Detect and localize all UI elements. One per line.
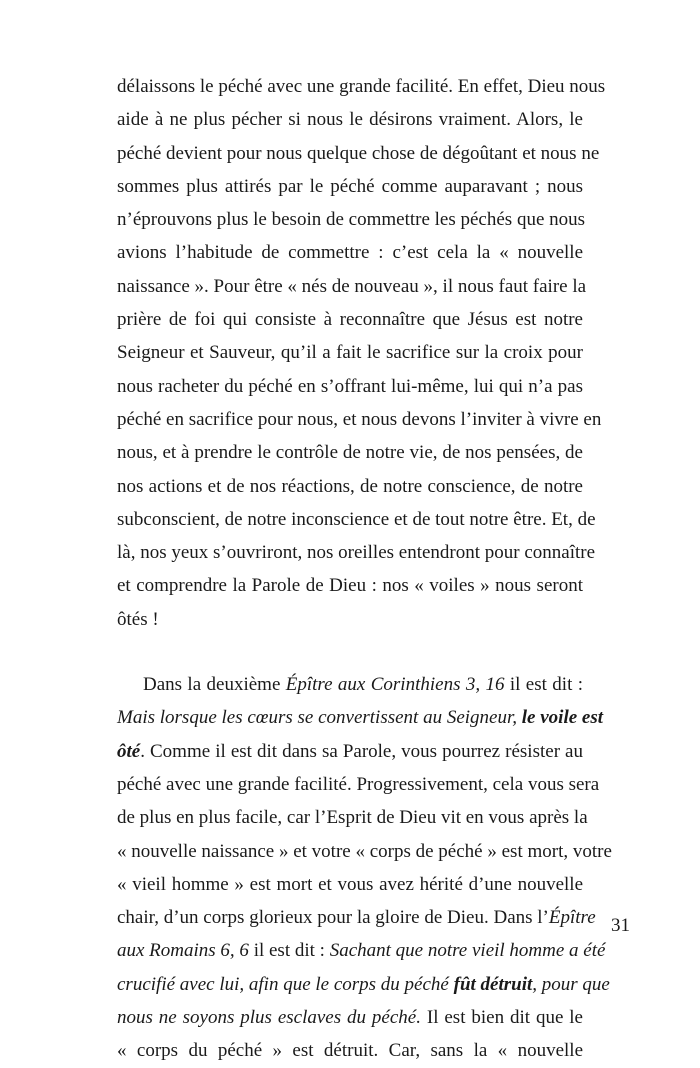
scripture-quote: Sachant que notre vieil homme a été <box>329 940 606 962</box>
text-line <box>117 735 583 768</box>
text-line <box>117 668 583 701</box>
text-line: subconscient, de notre inconscience et de tout notre être. Et, de <box>117 508 596 530</box>
text-line: nos actions et de nos réactions, de notre conscience, de notre <box>117 475 583 497</box>
text-line: délaissons le péché avec une grande facilité. En effet, Dieu nous <box>117 76 606 97</box>
text-line <box>117 1001 583 1034</box>
text-line <box>117 901 596 934</box>
text-run: il est dit : <box>504 674 584 696</box>
text-line <box>117 934 606 967</box>
body-text <box>117 70 612 1068</box>
text-line: de plus en plus facile, car l’Esprit de Dieu vit en vous après la <box>117 807 588 829</box>
text-line: sommes plus attirés par le péché comme auparavant ; nous <box>117 175 583 197</box>
text-line <box>117 701 604 734</box>
text-line: n’éprouvons plus le besoin de commettre les péchés que nous <box>117 209 586 231</box>
text-line: et comprendre la Parole de Dieu : nos « voiles » nous seront <box>117 575 583 597</box>
text-line: « corps du péché » est détruit. Car, sans la « nouvelle <box>117 1040 583 1062</box>
text-line: péché avec une grande facilité. Progressivement, cela vous sera <box>117 773 600 795</box>
scripture-quote: crucifié avec lui, afin que le corps du péché <box>117 973 454 995</box>
text-line: « vieil homme » est mort et vous avez hérité d’une nouvelle <box>117 873 583 895</box>
text-run: Il est bien dit que le <box>420 1007 583 1029</box>
text-line: aide à ne plus pécher si nous le désirons vraiment. Alors, le <box>117 109 583 131</box>
text-line: « nouvelle naissance » et votre « corps de péché » est mort, votre <box>117 840 612 862</box>
emphasized-quote: fût détruit <box>453 973 533 995</box>
text-line: péché devient pour nous quelque chose de dégoûtant et nous ne <box>117 142 600 164</box>
text-line: nous, et à prendre le contrôle de notre vie, de nos pensées, de <box>117 442 583 464</box>
text-run: Dans la deuxième <box>143 674 286 696</box>
text-line: naissance ». Pour être « nés de nouveau », il nous faut faire la <box>117 275 587 297</box>
text-line: là, nos yeux s’ouvriront, nos oreilles entendront pour connaître <box>117 542 596 564</box>
text-run: . Comme il est dit dans sa Parole, vous pourrez résister au <box>140 740 583 762</box>
scripture-quote: nous ne soyons plus esclaves du péché. <box>117 1007 421 1029</box>
paragraph-2 <box>117 668 612 1068</box>
paragraph-1 <box>117 70 606 636</box>
text-line: prière de foi qui consiste à reconnaître que Jésus est notre <box>117 309 583 331</box>
text-run: chair, d’un corps glorieux pour la gloire de Dieu. Dans l’ <box>117 907 549 929</box>
text-run: il est dit : <box>248 940 330 962</box>
text-line: nous racheter du péché en s’offrant lui-même, lui qui n’a pas <box>117 375 583 397</box>
scripture-quote: , pour que <box>532 973 610 995</box>
scripture-reference: Épître aux Corinthiens 3, 16 <box>285 674 505 696</box>
text-line: Seigneur et Sauveur, qu’il a fait le sacrifice sur la croix pour <box>117 342 583 364</box>
scripture-quote: Mais lorsque les cœurs se convertissent au Seigneur, <box>117 707 522 729</box>
page-number: 31 <box>611 915 630 936</box>
emphasized-quote: ôté <box>117 740 141 762</box>
text-line: péché en sacrifice pour nous, et nous devons l’inviter à vivre en <box>117 408 602 430</box>
scripture-reference: aux Romains 6, 6 <box>117 940 249 962</box>
text-line: avions l’habitude de commettre : c’est cela la « nouvelle <box>117 242 583 264</box>
emphasized-quote: le voile est <box>521 707 604 729</box>
text-line: ôtés ! <box>117 608 159 630</box>
scripture-reference: Épître <box>548 907 596 929</box>
paragraph-spacer <box>117 636 583 668</box>
text-line <box>117 968 610 1001</box>
